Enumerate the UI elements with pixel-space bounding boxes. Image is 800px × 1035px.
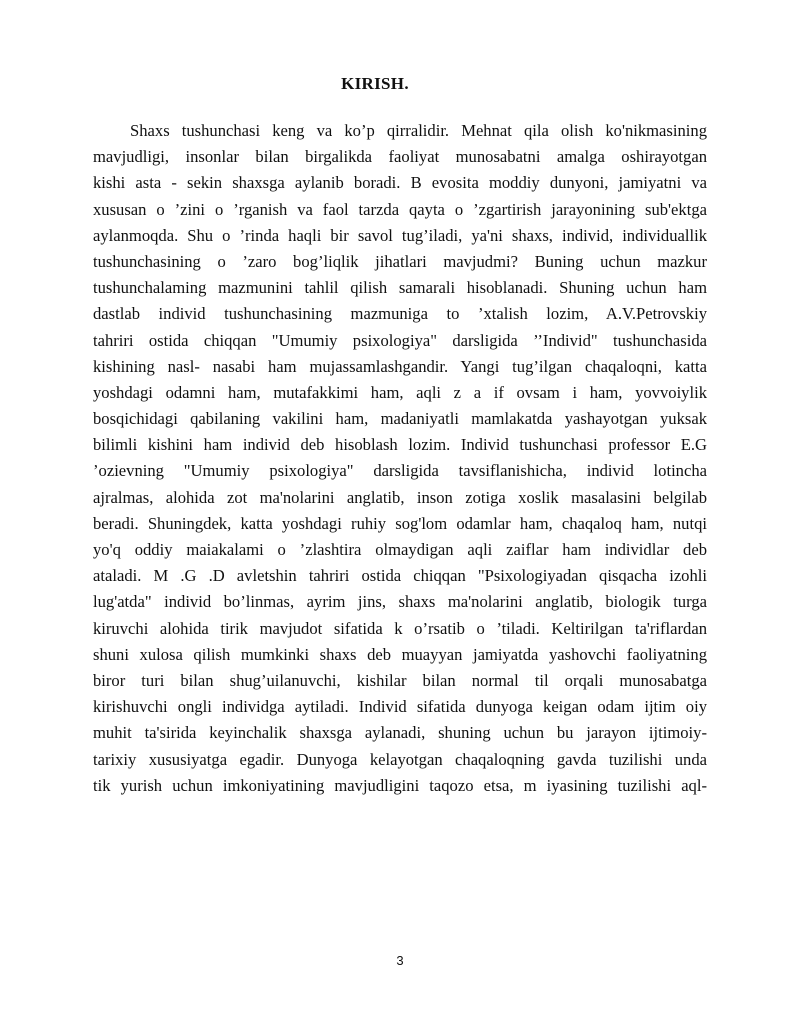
- text-line: kishining nasl- nasabi ham mujassamlashgandir. Yangi tug’ilgan chaqaloqni, katta: [93, 356, 707, 376]
- text-line: tarixiy xususiyatga egadir. Dunyoga kelayotgan chaqaloqning gavda tuzilishi unda: [93, 749, 707, 769]
- text-line: kiruvchi alohida tirik mavjudot sifatida k o’rsatib o ’tiladi. Keltirilgan ta'riflardan: [93, 618, 707, 638]
- text-line: ajralmas, alohida zot ma'nolarini anglatib, inson zotiga xoslik masalasini belgilab: [93, 487, 707, 507]
- text-line: ’ozievning "Umumiy psixologiya" darsligida tavsiflanishicha, individ lotincha: [93, 461, 707, 481]
- text-line: tushunchasining o ’zaro bog’liqlik jihatlari mavjudmi? Buning uchun mazkur: [93, 251, 707, 271]
- text-line: xususan o ’zini o ’rganish va faol tarzda qayta o ’zgartirish jarayonining sub'ektga: [93, 199, 707, 219]
- text-line: tahriri ostida chiqqan "Umumiy psixologiya" darsligida ’’Individ" tushunchasida: [93, 330, 707, 350]
- page-heading: KIRISH.: [341, 74, 409, 93]
- page-number: 3: [396, 953, 404, 968]
- text-line: tushunchalaming mazmunini tahlil qilish samarali hisoblanadi. Shuning uchun ham: [93, 278, 707, 298]
- text-line: kishi asta - sekin shaxsga aylanib boradi. B evosita moddiy dunyoni, jamiyatni va: [93, 173, 707, 193]
- text-line: ataladi. M .G .D avletshin tahriri ostida chiqqan "Psixologiyadan qisqacha izohli: [93, 566, 707, 586]
- text-line: shuni xulosa qilish mumkinki shaxs deb muayyan jamiyatda yashovchi faoliyatning: [93, 644, 707, 664]
- text-line: yo'q oddiy maiakalami o ’zlashtira olmaydigan aqli zaiflar ham individlar deb: [93, 540, 707, 559]
- text-line: tik yurish uchun imkoniyatining mavjudligini taqozo etsa, m iyasining tuzilishi aql-: [93, 775, 707, 795]
- text-line: aylanmoqda. Shu o ’rinda haqli bir savol tug’iladi, ya'ni shaxs, individ, individuallik: [93, 225, 707, 245]
- text-line: bosqichidagi qabilaning vakilini ham, madaniyatli mamlakatda yashayotgan yuksak: [93, 409, 707, 429]
- text-line: biror turi bilan shug’uilanuvchi, kishilar bilan normal til orqali munosabatga: [93, 670, 707, 690]
- text-line: mavjudligi, insonlar bilan birgalikda faoliyat munosabatni amalga oshirayotgan: [93, 147, 707, 167]
- text-line: muhit ta'sirida keyinchalik shaxsga aylanadi, shuning uchun bu jarayon ijtimoiy-: [93, 723, 707, 743]
- text-line: beradi. Shuningdek, katta yoshdagi ruhiy sog'lom odamlar ham, chaqaloq ham, nutqi: [93, 513, 707, 533]
- text-line: bilimli kishini ham individ deb hisoblash lozim. Individ tushunchasi professor E.G: [93, 435, 707, 455]
- text-line: dastlab individ tushunchasining mazmuniga to ’xtalish lozim, A.V.Petrovskiy: [93, 304, 707, 324]
- body-paragraph: [93, 118, 707, 799]
- text-line: lug'atda" individ bo’linmas, ayrim jins, shaxs ma'nolarini anglatib, biologik turga: [93, 592, 707, 612]
- text-line: kirishuvchi ongli individga aytiladi. Individ sifatida dunyoga keigan odam ijtim oiy: [93, 697, 707, 717]
- text-line: Shaxs tushunchasi keng va ko’p qirralidir. Mehnat qila olish ko'nikmasining: [130, 121, 707, 140]
- text-line: yoshdagi odamni ham, mutafakkimi ham, aqli z a if ovsam i ham, yovvoiylik: [93, 382, 707, 402]
